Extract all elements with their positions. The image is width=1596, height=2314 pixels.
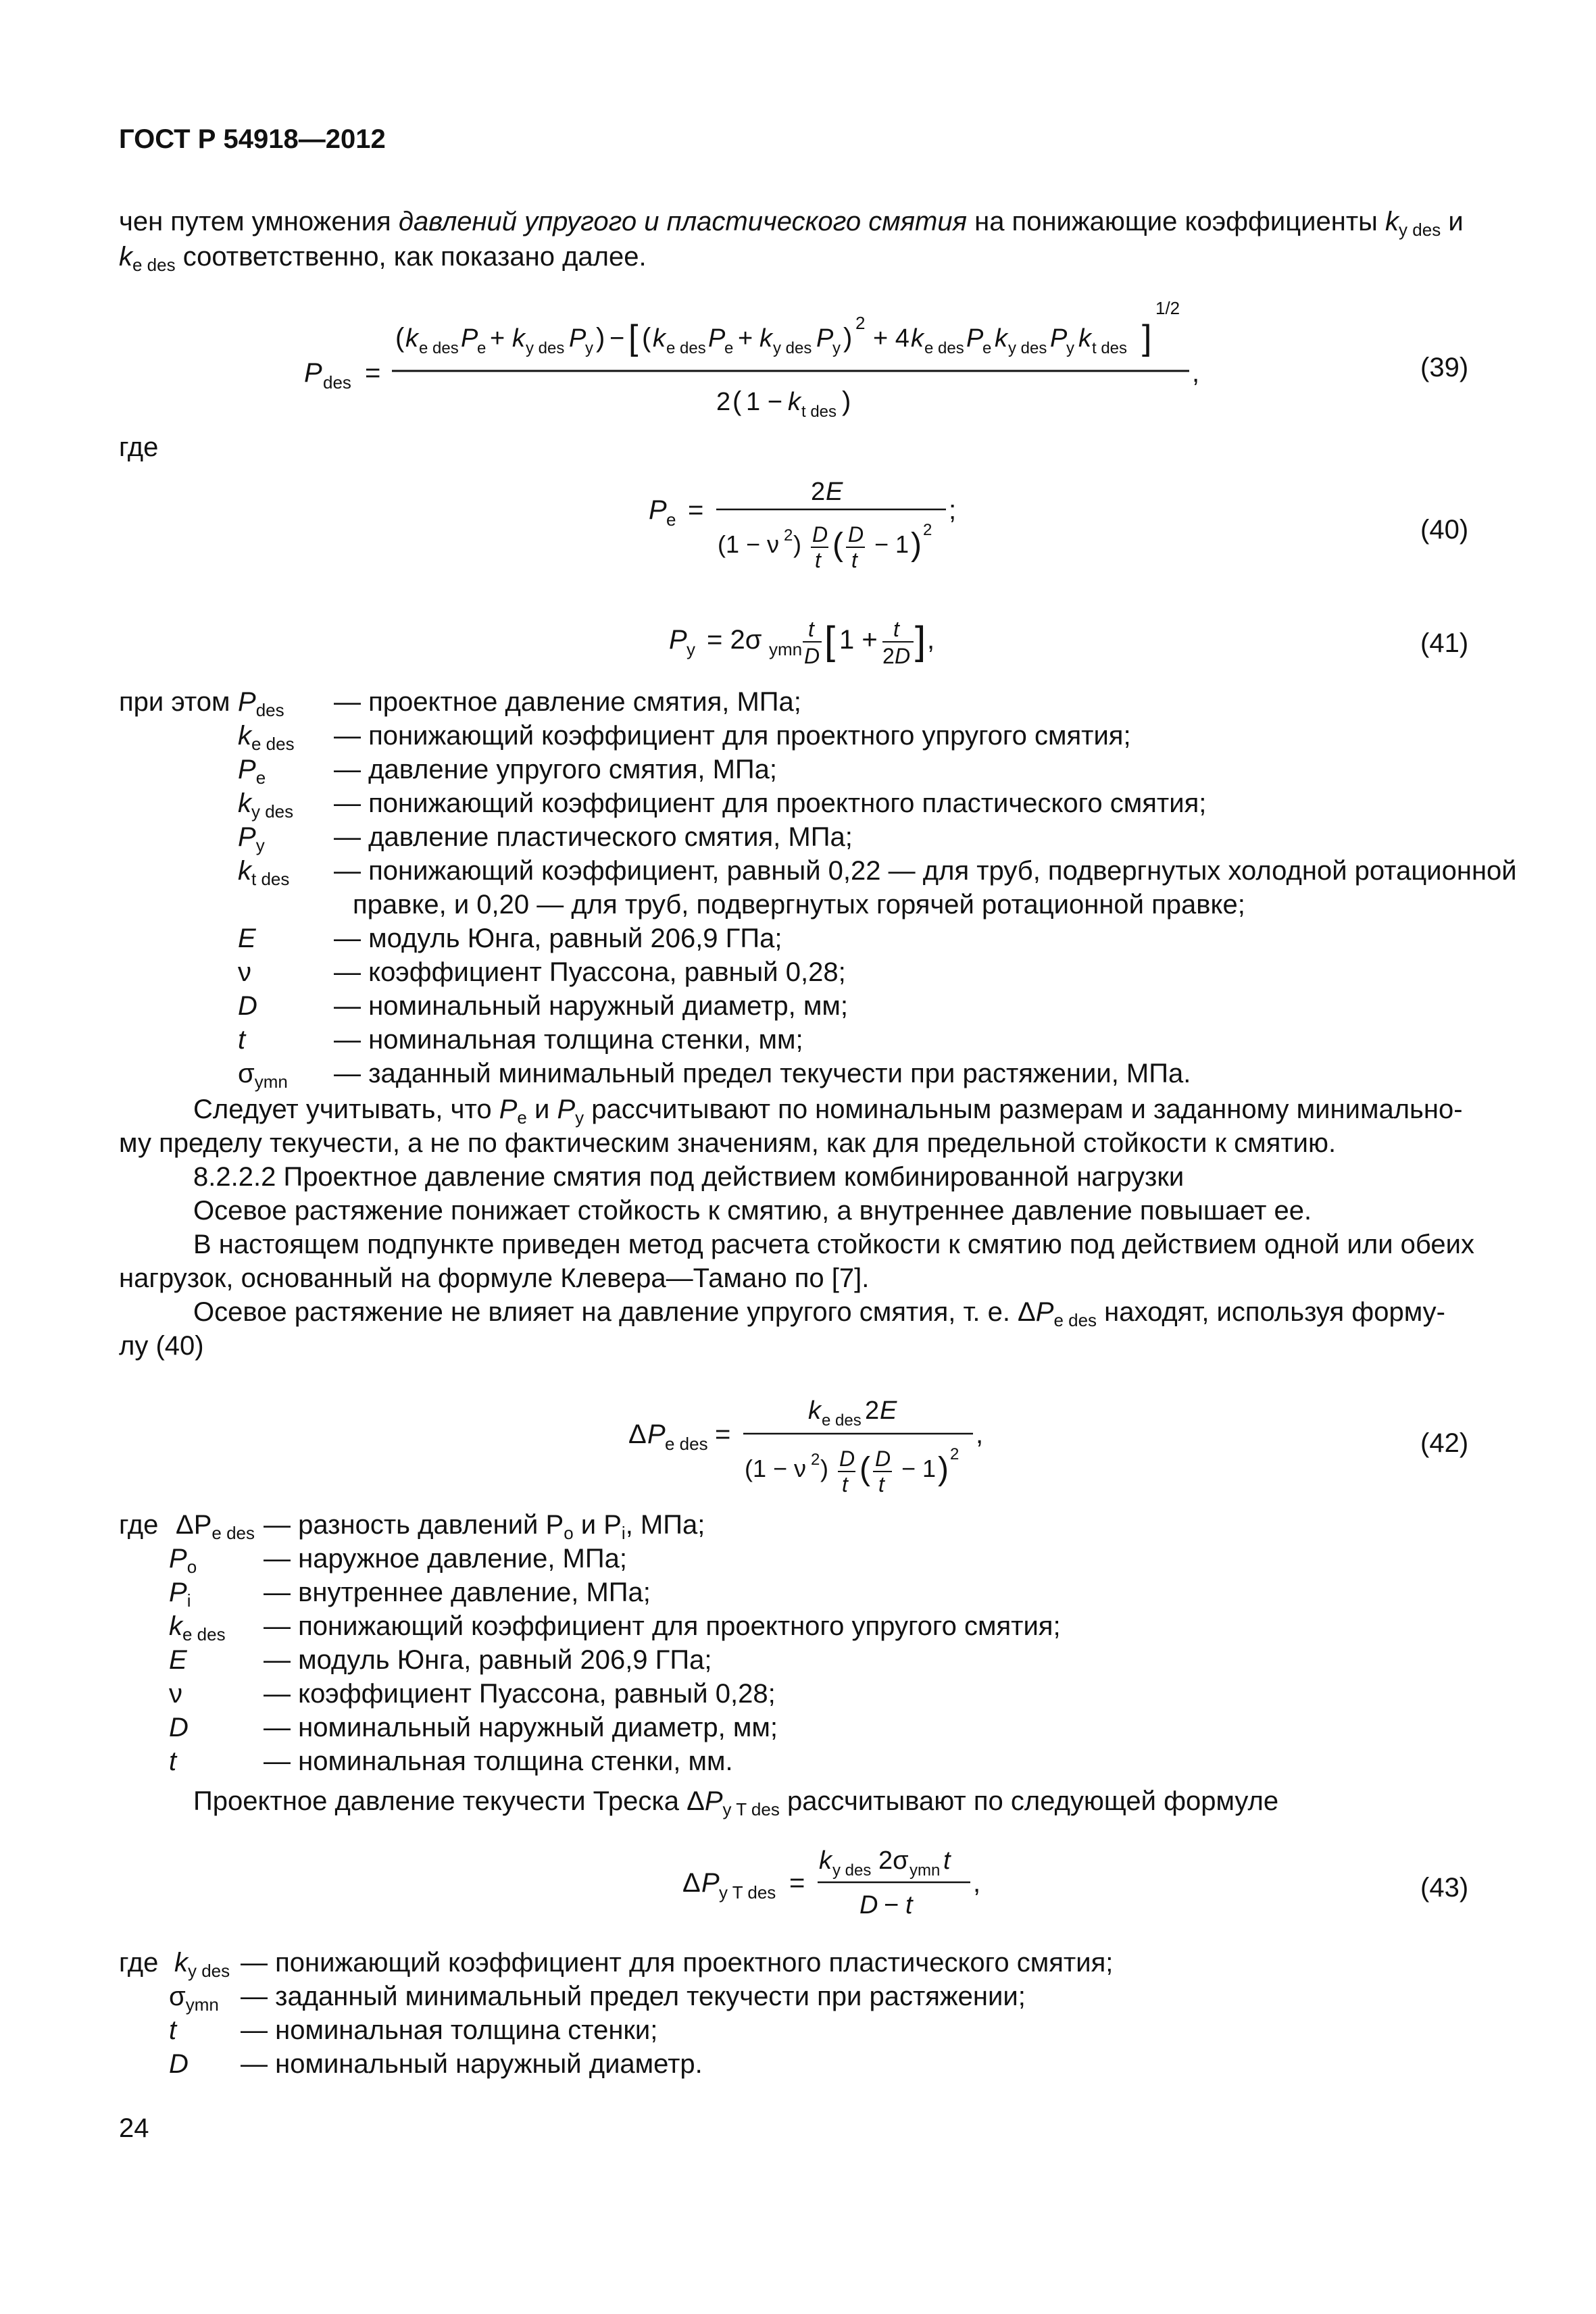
svg-text:t: t [808,617,814,641]
svg-text:1/2: 1/2 [1155,298,1180,318]
svg-text:t des: t des [1092,339,1128,357]
svg-text:2: 2 [923,521,932,539]
svg-text:t: t [842,1472,848,1493]
equation-number-41: (41) [1420,628,1469,658]
svg-text:k: k [788,388,801,416]
svg-text:E: E [880,1397,897,1425]
svg-text:y des: y des [773,339,812,357]
svg-text:P: P [701,1868,720,1898]
svg-text:[: [ [824,619,836,663]
legend-description: — понижающий коэффициент для проектного упругого смятия; [334,721,1131,751]
svg-text:]: ] [1142,318,1152,357]
svg-text:P: P [966,324,984,353]
legend-symbol: $k_{y des}$ [174,1948,230,1981]
svg-text:(: ( [395,323,405,353]
legend-description: — понижающий коэффициент для проектного пластического смятия; [241,1948,1114,1978]
paragraph-5-line-2: лу (40) [119,1331,204,1361]
svg-text:t: t [905,1891,913,1919]
legend-description: — модуль Юнга, равный 206,9 ГПа; [334,924,782,953]
formula-41 [662,601,973,676]
svg-text:P: P [569,324,587,353]
legend-description: — понижающий коэффициент для проектного пластического смятия; [334,788,1207,818]
svg-text:k: k [512,324,525,353]
legend-symbol: $P_o$ [169,1544,197,1577]
svg-text:D: D [804,644,820,668]
legend-symbol: ν [238,957,251,987]
svg-text:=: = [789,1868,805,1898]
svg-text:e des: e des [822,1411,862,1430]
legend-symbol: E [238,924,256,953]
svg-text:e: e [477,339,487,357]
svg-text:1 +: 1 + [839,625,878,655]
svg-text:t: t [878,1472,884,1493]
legend-description: — понижающий коэффициент, равный 0,22 — для труб, подвергнутых холодной ротационной [334,856,1517,886]
svg-text:− 1: − 1 [901,1455,937,1482]
svg-text:2: 2 [855,313,866,333]
paragraph-1-line-1: Следует учитывать, что $P_e$ и $P_y$ рассчитывают по номинальным размерам и заданному минимально- [193,1095,1463,1128]
svg-text:2: 2 [882,644,895,668]
svg-text:D: D [812,522,828,547]
legend-description: — заданный минимальный предел текучести при растяжении, МПа. [334,1059,1191,1088]
svg-text:y des: y des [526,339,565,357]
legend-symbol: $P_{des}$ [238,687,284,720]
label-gde-3: где [119,1948,159,1978]
svg-text:2: 2 [811,478,826,506]
svg-text:D: D [875,1447,891,1471]
formula-42 [622,1385,1000,1493]
svg-text:2σ: 2σ [878,1846,909,1875]
svg-text:P: P [647,1419,666,1449]
svg-text:des: des [323,372,351,393]
legend-symbol: t [169,2015,177,2045]
svg-text:2: 2 [811,1451,820,1469]
svg-text:): ) [793,530,801,558]
svg-text:(: ( [859,1451,870,1487]
svg-text:P: P [649,495,667,525]
svg-text:t: t [815,548,821,572]
svg-text:2: 2 [784,526,793,545]
legend-description: — наружное давление, МПа; [264,1544,627,1574]
svg-text:k: k [1078,324,1091,353]
svg-text:=: = [365,358,381,388]
legend-symbol: D [238,991,257,1021]
legend-symbol: $\Delta P_{e des}$ [176,1510,255,1543]
svg-text:+: + [490,324,505,353]
svg-text:,: , [973,1868,981,1898]
svg-text:E: E [826,478,843,506]
legend-symbol: $k_{y des}$ [238,788,294,822]
svg-text:= 2σ: = 2σ [707,625,762,655]
svg-text:y des: y des [1008,339,1047,357]
svg-text:k: k [653,324,666,353]
svg-text:(: ( [732,386,742,416]
svg-text:(1 − ν: (1 − ν [745,1455,807,1482]
svg-text:−: − [609,324,625,353]
formula-40 [642,473,980,574]
legend-description: — заданный минимальный предел текучести при растяжении; [241,1982,1026,2011]
legend-description: — разность давлений $P_o$ и $P_i$, МПа; [264,1510,705,1543]
svg-text:2: 2 [950,1445,959,1463]
svg-text:,: , [976,1419,984,1449]
legend-description: — номинальный наружный диаметр. [241,2049,703,2079]
equation-number-40: (40) [1420,515,1469,545]
svg-text:t: t [893,617,899,641]
svg-text:): ) [842,386,851,416]
svg-text:e des: e des [666,339,706,357]
svg-text:D: D [848,522,864,547]
legend-description: — номинальный наружный диаметр, мм; [264,1713,778,1742]
svg-text:Δ: Δ [682,1868,701,1898]
svg-text:2: 2 [865,1397,880,1425]
svg-text:): ) [911,527,922,563]
legend-symbol: $P_i$ [169,1578,191,1611]
legend-description: — понижающий коэффициент для проектного упругого смятия; [264,1611,1061,1641]
svg-text:k: k [405,324,418,353]
svg-text:y: y [687,639,695,659]
paragraph-2-section: 8.2.2.2 Проектное давление смятия под действием комбинированной нагрузки [193,1162,1184,1192]
legend-description: — номинальная толщина стенки, мм. [264,1746,733,1776]
svg-text:2: 2 [716,388,731,416]
svg-text:(: ( [832,527,843,563]
intro-line-1: чен путем умножения давлений упругого и пластического смятия на понижающие коэффициенты $k_{y des}$ и [119,207,1464,240]
svg-text:D: D [839,1447,855,1471]
svg-text:): ) [938,1451,949,1487]
svg-text:,: , [1192,358,1200,388]
paragraph-5-line-1: Осевое растяжение не влияет на давление упругого смятия, т. е. $\Delta P_{e des}$ находят, используя форму- [193,1297,1445,1330]
legend-description: — номинальная толщина стенки; [241,2015,658,2045]
svg-text:(: ( [642,323,651,353]
legend-symbol: $P_y$ [238,822,265,855]
svg-text:e des: e des [924,339,964,357]
svg-text:y T des: y T des [719,1882,776,1903]
svg-text:t des: t des [801,403,837,421]
legend-symbol: $k_{t des}$ [238,856,290,889]
svg-text:y des: y des [832,1861,872,1880]
legend-symbol: $\sigma_{ymn}$ [169,1982,219,2015]
legend-symbol: $k_{e des}$ [238,721,295,754]
equation-number-43: (43) [1420,1873,1469,1903]
legend-symbol: t [169,1746,177,1776]
svg-text:t: t [851,548,857,572]
svg-text:k: k [995,324,1007,353]
label-pri-etom: при этом [119,687,230,717]
svg-text:): ) [820,1455,828,1482]
legend-description: — давление упругого смятия, МПа; [334,755,778,784]
paragraph-4-line-2: нагрузок, основанный на формуле Клевера—Тамано по [7]. [119,1263,870,1293]
svg-text:y: y [832,339,841,357]
svg-text:]: ] [915,619,926,663]
equation-number-39: (39) [1420,353,1469,382]
svg-text:e: e [666,509,676,530]
legend-description: — внутреннее давление, МПа; [264,1578,651,1607]
svg-text:=: = [688,495,704,525]
svg-text:ymn: ymn [769,639,803,659]
legend-symbol: E [169,1645,187,1675]
svg-text:Δ: Δ [628,1419,647,1449]
svg-text:1 −: 1 − [746,388,782,416]
svg-text:P: P [816,324,834,353]
svg-text:e: e [724,339,734,357]
legend-description: — проектное давление смятия, МПа; [334,687,801,717]
svg-text:,: , [927,625,935,655]
formula-43 [676,1840,1000,1921]
document-header: ГОСТ Р 54918—2012 [119,124,386,154]
svg-text:+ 4: + 4 [873,324,909,353]
svg-text:P: P [708,324,726,353]
svg-text:[: [ [628,318,639,357]
svg-text:− 1: − 1 [874,530,909,558]
legend-description: — давление пластического смятия, МПа; [334,822,853,852]
paragraph-1-line-2: му пределу текучести, а не по фактическим значениям, как для предельной стойкости к смятию. [119,1128,1337,1158]
svg-text:e des: e des [665,1434,708,1454]
paragraph-3: Осевое растяжение понижает стойкость к смятию, а внутреннее давление повышает ее. [193,1196,1312,1226]
legend-description: — номинальный наружный диаметр, мм; [334,991,848,1021]
svg-text:ymn: ymn [909,1861,941,1880]
label-gde-1: где [119,432,159,462]
svg-text:y: y [1066,339,1074,357]
legend-symbol: $k_{e des}$ [169,1611,226,1644]
legend-symbol: $P_e$ [238,755,266,788]
svg-text:(1 − ν: (1 − ν [718,530,780,558]
svg-text:−: − [884,1891,899,1919]
svg-text:): ) [596,323,605,353]
legend-symbol: t [238,1025,246,1055]
label-gde-2: где [119,1510,159,1540]
legend-description: — коэффициент Пуассона, равный 0,28; [334,957,846,987]
svg-text:;: ; [949,495,957,525]
svg-text:k: k [808,1397,821,1425]
svg-text:k: k [819,1846,832,1875]
svg-text:e des: e des [419,339,459,357]
svg-text:k: k [911,324,924,353]
intro-line-2: $k_{e des}$ соответственно, как показано далее. [119,242,647,275]
svg-text:D: D [859,1891,878,1919]
paragraph-4-line-1: В настоящем подпункте приведен метод расчета стойкости к смятию под действием одной или обеих [193,1230,1474,1259]
formula-39 [284,287,1203,422]
svg-text:P: P [1050,324,1068,353]
legend-description: — коэффициент Пуассона, равный 0,28; [264,1679,776,1709]
legend-symbol: ν [169,1679,182,1709]
svg-text:y: y [585,339,593,357]
svg-text:t: t [943,1846,951,1875]
legend-symbol: $\sigma_{ymn}$ [238,1059,288,1092]
legend-symbol: D [169,2049,189,2079]
svg-text:+: + [738,324,753,353]
legend-symbol: D [169,1713,189,1742]
svg-text:e: e [982,339,992,357]
svg-text:k: k [759,324,772,353]
svg-text:P: P [304,358,322,388]
legend-description: — номинальная толщина стенки, мм; [334,1025,803,1055]
svg-text:P: P [669,625,687,655]
page-number: 24 [119,2113,149,2143]
svg-text:=: = [715,1419,731,1449]
legend-description: правке, и 0,20 — для труб, подвергнутых горячей ротационной правке; [353,890,1245,920]
legend-description: — модуль Юнга, равный 206,9 ГПа; [264,1645,712,1675]
svg-text:P: P [461,324,478,353]
paragraph-6: Проектное давление текучести Треска $\Delta P_{y T des}$ рассчитывают по следующей формуле [193,1786,1279,1819]
svg-text:D: D [895,644,911,668]
svg-text:): ) [843,323,853,353]
equation-number-42: (42) [1420,1428,1469,1458]
